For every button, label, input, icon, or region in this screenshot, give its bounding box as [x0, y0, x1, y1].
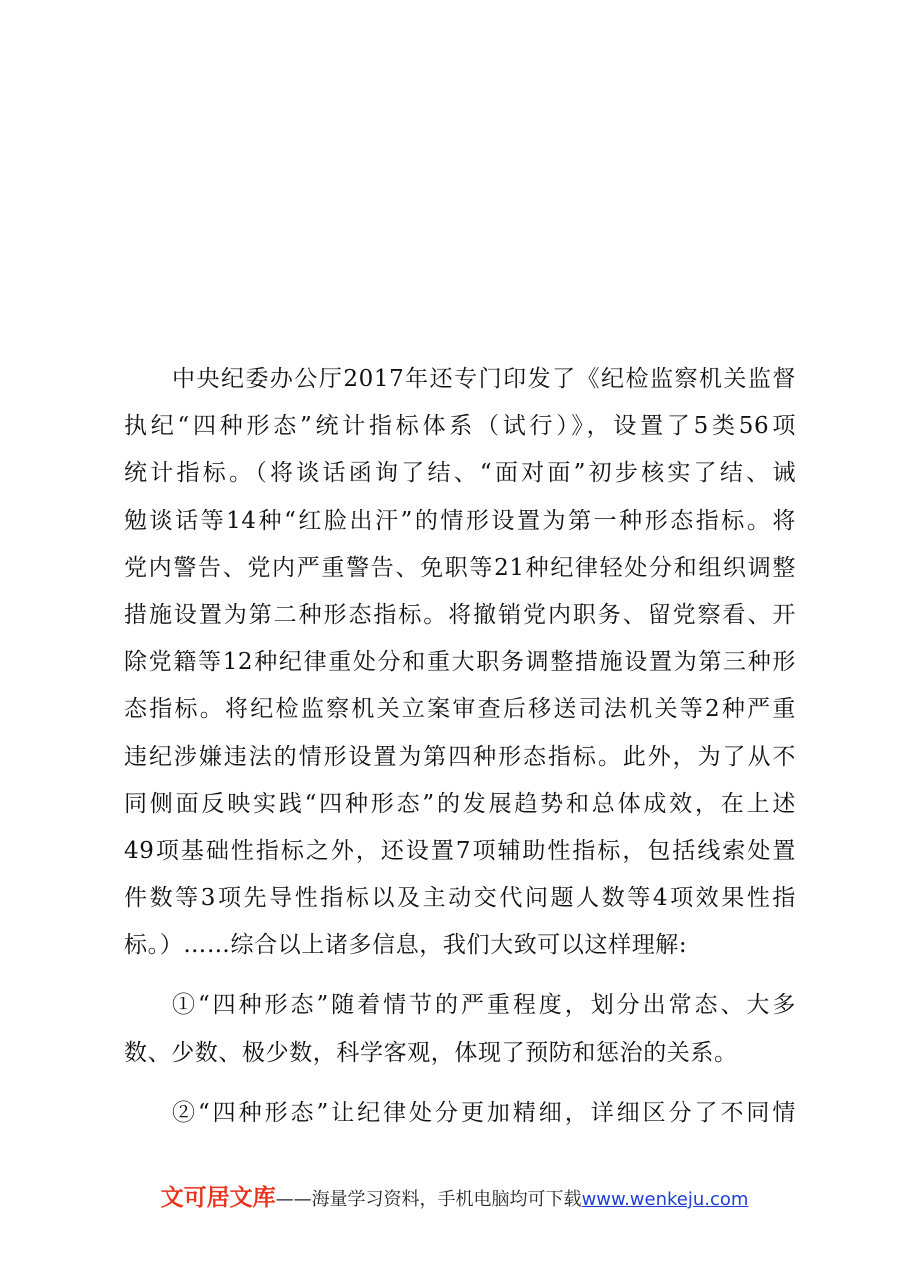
paragraph-gap	[124, 1077, 796, 1090]
brand-name: 文可居文库	[160, 1185, 276, 1211]
paragraph-line: 除党籍等12种纪律重处分和重大职务调整措施设置为第三种形	[124, 649, 796, 676]
paragraph-line: 同侧面反映实践“四种形态”的发展趋势和总体成效，在上述	[124, 790, 796, 817]
paragraph-line: 党内警告、党内严重警告、免职等21种纪律轻处分和组织调整	[124, 554, 796, 581]
paragraph-line: 标。）……综合以上诸多信息，我们大致可以这样理解:	[124, 932, 688, 959]
watermark-footer	[0, 1178, 909, 1220]
paragraph-line: 执纪“四种形态”统计指标体系（试行）》，设置了5类56项	[124, 413, 796, 440]
paragraph-line: 措施设置为第二种形态指标。将撤销党内职务、留党察看、开	[124, 601, 796, 628]
list-item-line: ②“四种形态”让纪律处分更加精细，详细区分了不同情	[172, 1099, 796, 1126]
paragraph-line: 49项基础性指标之外，还设置7项辅助性指标，包括线索处置	[124, 837, 796, 864]
list-item-line: ①“四种形态”随着情节的严重程度，划分出常态、大多	[172, 992, 796, 1019]
paragraph-gap	[124, 969, 796, 982]
list-item-line: 数、少数、极少数，科学客观，体现了预防和惩治的关系。	[124, 1039, 738, 1066]
paragraph-line: 违纪涉嫌违法的情形设置为第四种形态指标。此外，为了从不	[124, 743, 796, 770]
document-body	[124, 356, 796, 1137]
paragraph-line: 统计指标。（将谈话函询了结、“面对面”初步核实了结、诫	[124, 460, 796, 487]
footer-dash: ——	[275, 1189, 312, 1210]
paragraph-line: 态指标。将纪检监察机关立案审查后移送司法机关等2种严重	[124, 696, 796, 723]
site-link[interactable]: www.wenkeju.com	[581, 1189, 749, 1210]
paragraph-line: 件数等3项先导性指标以及主动交代问题人数等4项效果性指	[124, 885, 796, 912]
paragraph-line: 中央纪委办公厅2017年还专门印发了《纪检监察机关监督	[172, 366, 796, 392]
paragraph-line: 勉谈话等14种“红脸出汗”的情形设置为第一种形态指标。将	[124, 507, 796, 534]
footer-tagline: 海量学习资料，手机电脑均可下载	[311, 1189, 582, 1210]
